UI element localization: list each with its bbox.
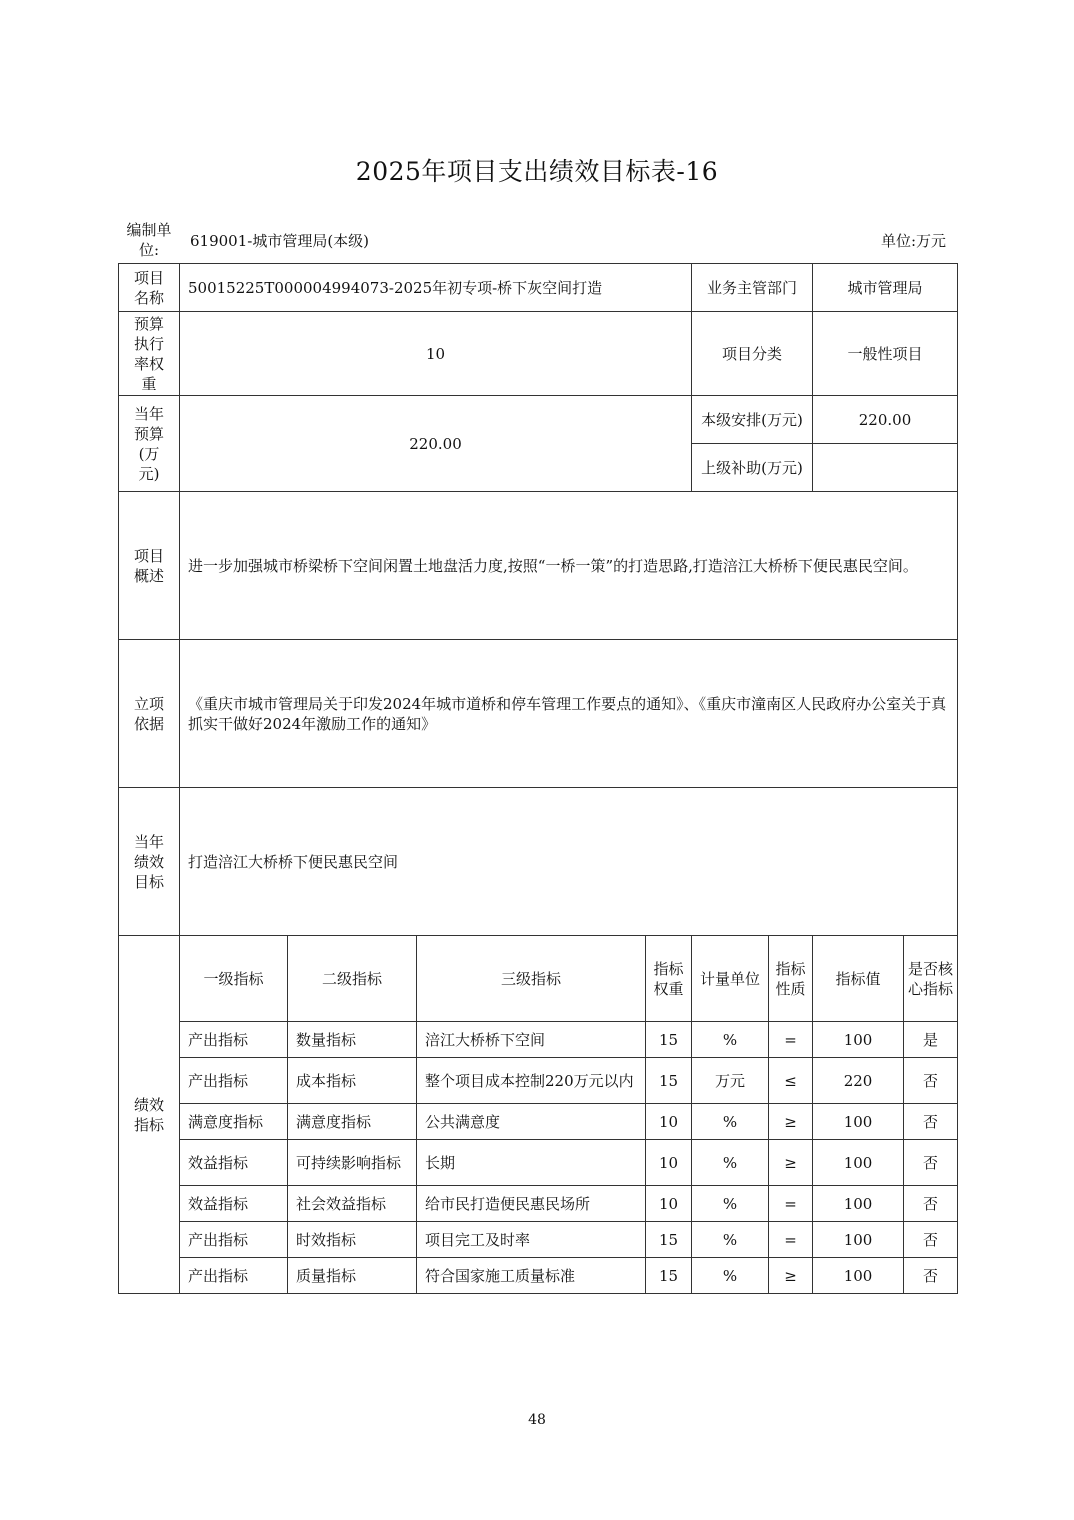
indicator-value: 220 [813, 1058, 904, 1104]
goal-row [119, 788, 958, 936]
exec-weight-label: 预算执行率权重 [119, 312, 180, 396]
indicator-level1: 产出指标 [180, 1222, 288, 1258]
indicator-unit: % [692, 1104, 769, 1140]
basis-value: 《重庆市城市管理局关于印发2024年城市道桥和停车管理工作要点的通知》、《重庆市潼南区人民政府办公室关于真抓实干做好2024年激励工作的通知》 [180, 640, 958, 788]
upper-value [813, 444, 958, 492]
header-level3: 三级指标 [417, 936, 646, 1022]
indicator-level3: 长期 [417, 1140, 646, 1186]
project-name-value: 50015225T000004994073-2025年初专项-桥下灰空间打造 [180, 264, 692, 312]
exec-weight-row [119, 312, 958, 396]
dept-label: 业务主管部门 [692, 264, 813, 312]
indicator-weight: 15 [646, 1258, 692, 1294]
overview-label: 项目概述 [119, 492, 180, 640]
indicator-nature: = [769, 1186, 813, 1222]
indicator-nature: = [769, 1022, 813, 1058]
table-row [119, 1186, 958, 1222]
indicator-unit: % [692, 1186, 769, 1222]
header-unit: 计量单位 [692, 936, 769, 1022]
project-name-label: 项目名称 [119, 264, 180, 312]
header-value: 指标值 [813, 936, 904, 1022]
category-label: 项目分类 [692, 312, 813, 396]
exec-weight-value: 10 [180, 312, 692, 396]
indicator-core: 否 [904, 1186, 958, 1222]
indicator-level2: 可持续影响指标 [288, 1140, 417, 1186]
table-row [119, 1022, 958, 1058]
page-number: 48 [528, 1412, 546, 1428]
header-core: 是否核心指标 [904, 936, 958, 1022]
indicator-weight: 10 [646, 1104, 692, 1140]
indicator-core: 否 [904, 1258, 958, 1294]
header-level1: 一级指标 [180, 936, 288, 1022]
indicator-level1: 效益指标 [180, 1140, 288, 1186]
indicator-unit: % [692, 1258, 769, 1294]
indicator-nature: ≥ [769, 1140, 813, 1186]
indicator-level3: 符合国家施工质量标准 [417, 1258, 646, 1294]
indicator-unit: % [692, 1022, 769, 1058]
basis-label: 立项依据 [119, 640, 180, 788]
indicator-nature: = [769, 1222, 813, 1258]
local-value: 220.00 [813, 396, 958, 444]
indicator-level3: 给市民打造便民惠民场所 [417, 1186, 646, 1222]
budget-row [119, 396, 958, 444]
indicator-nature: ≤ [769, 1058, 813, 1104]
basis-row [119, 640, 958, 788]
indicator-level1: 满意度指标 [180, 1104, 288, 1140]
compiling-unit-value: 619001-城市管理局(本级) [190, 232, 370, 250]
header-level2: 二级指标 [288, 936, 417, 1022]
indicator-weight: 15 [646, 1022, 692, 1058]
table-row [119, 1104, 958, 1140]
indicator-nature: ≥ [769, 1104, 813, 1140]
indicator-level3: 涪江大桥桥下空间 [417, 1022, 646, 1058]
overview-value: 进一步加强城市桥梁桥下空间闲置土地盘活力度,按照“一桥一策”的打造思路,打造涪江大桥桥下便民惠民空间。 [180, 492, 958, 640]
performance-table [118, 263, 958, 1294]
indicator-value: 100 [813, 1022, 904, 1058]
indicator-core: 否 [904, 1222, 958, 1258]
indicator-level1: 产出指标 [180, 1022, 288, 1058]
budget-label: 当年预算(万元) [119, 396, 180, 492]
indicator-weight: 15 [646, 1222, 692, 1258]
project-name-row [119, 264, 958, 312]
indicator-nature: ≥ [769, 1258, 813, 1294]
indicator-unit: 万元 [692, 1058, 769, 1104]
indicator-unit: % [692, 1140, 769, 1186]
table-row [119, 1222, 958, 1258]
upper-label: 上级补助(万元) [692, 444, 813, 492]
indicator-level3: 公共满意度 [417, 1104, 646, 1140]
indicator-value: 100 [813, 1140, 904, 1186]
header-nature: 指标性质 [769, 936, 813, 1022]
header-weight: 指标权重 [646, 936, 692, 1022]
indicator-header-row [119, 936, 958, 1022]
indicator-level1: 产出指标 [180, 1058, 288, 1104]
indicator-value: 100 [813, 1222, 904, 1258]
indicator-level2: 时效指标 [288, 1222, 417, 1258]
indicator-value: 100 [813, 1104, 904, 1140]
indicator-level1: 效益指标 [180, 1186, 288, 1222]
indicator-level1: 产出指标 [180, 1258, 288, 1294]
compiling-unit-label: 编制单位: [126, 221, 172, 259]
indicator-weight: 15 [646, 1058, 692, 1104]
goal-value: 打造涪江大桥桥下便民惠民空间 [180, 788, 958, 936]
indicator-level2: 成本指标 [288, 1058, 417, 1104]
indicator-level3: 整个项目成本控制220万元以内 [417, 1058, 646, 1104]
indicator-core: 否 [904, 1058, 958, 1104]
indicator-unit: % [692, 1222, 769, 1258]
indicator-level2: 社会效益指标 [288, 1186, 417, 1222]
overview-row [119, 492, 958, 640]
table-row [119, 1140, 958, 1186]
goal-label: 当年绩效目标 [119, 788, 180, 936]
indicator-level3: 项目完工及时率 [417, 1222, 646, 1258]
local-label: 本级安排(万元) [692, 396, 813, 444]
indicator-weight: 10 [646, 1186, 692, 1222]
table-row [119, 1258, 958, 1294]
indicator-level2: 数量指标 [288, 1022, 417, 1058]
table-row [119, 1058, 958, 1104]
dept-value: 城市管理局 [813, 264, 958, 312]
indicator-level2: 质量指标 [288, 1258, 417, 1294]
indicator-core: 是 [904, 1022, 958, 1058]
category-value: 一般性项目 [813, 312, 958, 396]
indicator-level2: 满意度指标 [288, 1104, 417, 1140]
indicator-value: 100 [813, 1186, 904, 1222]
budget-value: 220.00 [180, 396, 692, 492]
indicator-weight: 10 [646, 1140, 692, 1186]
page-title: 2025年项目支出绩效目标表-16 [355, 157, 719, 186]
currency-unit: 单位:万元 [880, 232, 946, 250]
indicator-value: 100 [813, 1258, 904, 1294]
indicator-core: 否 [904, 1140, 958, 1186]
indicator-core: 否 [904, 1104, 958, 1140]
indicators-section-label: 绩效指标 [119, 936, 180, 1294]
